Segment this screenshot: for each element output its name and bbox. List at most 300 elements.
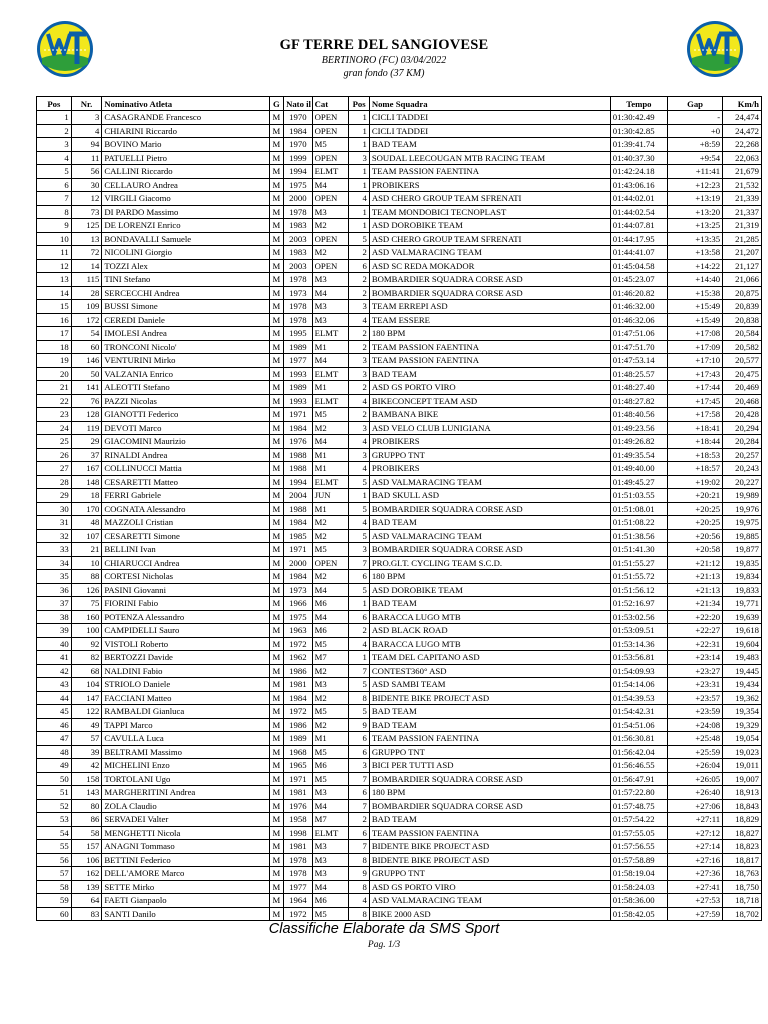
cell-nr: 125 xyxy=(71,219,102,233)
cell-pos: 6 xyxy=(37,178,72,192)
table-row xyxy=(37,556,762,570)
cell-speed: 19,007 xyxy=(723,772,762,786)
cell-category: M3 xyxy=(312,300,349,314)
cell-nr: 57 xyxy=(71,732,102,746)
cell-category: M5 xyxy=(312,907,349,921)
cell-born: 1989 xyxy=(284,340,313,354)
cell-time: 01:45:04.58 xyxy=(610,259,667,273)
cell-born: 2000 xyxy=(284,192,313,206)
cell-category: M5 xyxy=(312,543,349,557)
cell-time: 01:30:42.49 xyxy=(610,111,667,125)
cell-team: BAD TEAM xyxy=(369,597,610,611)
cell-pos: 7 xyxy=(37,192,72,206)
cell-team: ASD VALMARACING TEAM xyxy=(369,475,610,489)
cell-team: ASD BLACK ROAD xyxy=(369,624,610,638)
cell-gender: M xyxy=(269,516,283,530)
cell-nr: 39 xyxy=(71,745,102,759)
cell-gender: M xyxy=(269,435,283,449)
cell-time: 01:48:40.56 xyxy=(610,408,667,422)
cell-born: 1984 xyxy=(284,421,313,435)
table-row xyxy=(37,367,762,381)
cell-athlete: CESARETTI Simone xyxy=(102,529,269,543)
cell-pos: 34 xyxy=(37,556,72,570)
cell-cat-pos: 5 xyxy=(349,529,369,543)
cell-nr: 13 xyxy=(71,232,102,246)
cell-speed: 19,976 xyxy=(723,502,762,516)
cell-athlete: BOVINO Mario xyxy=(102,138,269,152)
cell-gender: M xyxy=(269,340,283,354)
cell-speed: 20,577 xyxy=(723,354,762,368)
cell-gender: M xyxy=(269,367,283,381)
cell-gap: +17:10 xyxy=(667,354,722,368)
cell-cat-pos: 3 xyxy=(349,421,369,435)
cell-born: 1970 xyxy=(284,138,313,152)
cell-category: ELMT xyxy=(312,367,349,381)
cell-born: 1966 xyxy=(284,597,313,611)
cell-athlete: BONDAVALLI Samuele xyxy=(102,232,269,246)
cell-gender: M xyxy=(269,543,283,557)
cell-athlete: CHIARINI Riccardo xyxy=(102,124,269,138)
cell-team: ASD DOROBIKE TEAM xyxy=(369,583,610,597)
cell-category: M4 xyxy=(312,880,349,894)
cell-cat-pos: 6 xyxy=(349,786,369,800)
cell-time: 01:51:08.22 xyxy=(610,516,667,530)
cell-team: BAD TEAM xyxy=(369,138,610,152)
cell-team: TEAM ERREPI ASD xyxy=(369,300,610,314)
cell-born: 1965 xyxy=(284,759,313,773)
cell-gap: +26:05 xyxy=(667,772,722,786)
cell-category: M2 xyxy=(312,570,349,584)
cell-pos: 51 xyxy=(37,786,72,800)
cell-athlete: ALEOTTI Stefano xyxy=(102,381,269,395)
cell-speed: 19,639 xyxy=(723,610,762,624)
table-row xyxy=(37,786,762,800)
cell-gap: +15:38 xyxy=(667,286,722,300)
cell-category: M4 xyxy=(312,354,349,368)
cell-speed: 18,823 xyxy=(723,840,762,854)
cell-gender: M xyxy=(269,111,283,125)
cell-nr: 172 xyxy=(71,313,102,327)
cell-gap: +25:59 xyxy=(667,745,722,759)
table-row xyxy=(37,840,762,854)
cell-gap: +27:36 xyxy=(667,867,722,881)
cell-time: 01:57:22.80 xyxy=(610,786,667,800)
cell-time: 01:54:39.53 xyxy=(610,691,667,705)
cell-born: 1981 xyxy=(284,840,313,854)
cell-speed: 20,838 xyxy=(723,313,762,327)
cell-category: M3 xyxy=(312,840,349,854)
cell-pos: 11 xyxy=(37,246,72,260)
cell-team: TEAM PASSION FAENTINA xyxy=(369,354,610,368)
cell-category: M5 xyxy=(312,772,349,786)
cell-cat-pos: 6 xyxy=(349,745,369,759)
cell-speed: 19,834 xyxy=(723,570,762,584)
cell-born: 1994 xyxy=(284,165,313,179)
cell-born: 1962 xyxy=(284,651,313,665)
cell-born: 1981 xyxy=(284,678,313,692)
col-header-cat-pos: Pos xyxy=(349,97,369,111)
cell-gender: M xyxy=(269,246,283,260)
cell-gap: +8:59 xyxy=(667,138,722,152)
cell-nr: 107 xyxy=(71,529,102,543)
cell-speed: 19,011 xyxy=(723,759,762,773)
cell-time: 01:56:42.04 xyxy=(610,745,667,759)
cell-pos: 13 xyxy=(37,273,72,287)
cell-nr: 37 xyxy=(71,448,102,462)
cell-athlete: SERCECCHI Andrea xyxy=(102,286,269,300)
cell-gender: M xyxy=(269,151,283,165)
cell-team: ASD VALMARACING TEAM xyxy=(369,246,610,260)
table-header-row xyxy=(37,97,762,111)
cell-speed: 22,268 xyxy=(723,138,762,152)
cell-gap: +27:53 xyxy=(667,894,722,908)
table-row xyxy=(37,111,762,125)
cell-cat-pos: 4 xyxy=(349,516,369,530)
cell-speed: 18,913 xyxy=(723,786,762,800)
cell-gender: M xyxy=(269,880,283,894)
cell-athlete: BUSSI Simone xyxy=(102,300,269,314)
cell-born: 1981 xyxy=(284,786,313,800)
cell-category: M2 xyxy=(312,246,349,260)
cell-speed: 19,835 xyxy=(723,556,762,570)
cell-category: M2 xyxy=(312,664,349,678)
cell-category: M5 xyxy=(312,408,349,422)
cell-speed: 21,207 xyxy=(723,246,762,260)
cell-pos: 22 xyxy=(37,394,72,408)
cell-born: 1972 xyxy=(284,907,313,921)
cell-team: BOMBARDIER SQUADRA CORSE ASD xyxy=(369,543,610,557)
cell-speed: 19,604 xyxy=(723,637,762,651)
cell-category: OPEN xyxy=(312,259,349,273)
cell-nr: 115 xyxy=(71,273,102,287)
cell-gender: M xyxy=(269,894,283,908)
cell-time: 01:44:17.95 xyxy=(610,232,667,246)
cell-gap: +27:16 xyxy=(667,853,722,867)
cell-speed: 20,257 xyxy=(723,448,762,462)
cell-athlete: VALZANIA Enrico xyxy=(102,367,269,381)
cell-nr: 109 xyxy=(71,300,102,314)
cell-team: CICLI TADDEI xyxy=(369,111,610,125)
cell-nr: 56 xyxy=(71,165,102,179)
cell-gap: +21:34 xyxy=(667,597,722,611)
cell-category: M3 xyxy=(312,867,349,881)
cell-speed: 21,339 xyxy=(723,192,762,206)
cell-pos: 23 xyxy=(37,408,72,422)
cell-time: 01:51:41.30 xyxy=(610,543,667,557)
cell-nr: 75 xyxy=(71,597,102,611)
cell-cat-pos: 6 xyxy=(349,732,369,746)
cell-cat-pos: 6 xyxy=(349,826,369,840)
cell-gap: +23:59 xyxy=(667,705,722,719)
cell-time: 01:51:55.72 xyxy=(610,570,667,584)
cell-speed: 20,294 xyxy=(723,421,762,435)
cell-cat-pos: 3 xyxy=(349,543,369,557)
cell-nr: 28 xyxy=(71,286,102,300)
cell-gap: +17:58 xyxy=(667,408,722,422)
cell-gender: M xyxy=(269,421,283,435)
cell-team: BAD TEAM xyxy=(369,516,610,530)
cell-athlete: SETTE Mirko xyxy=(102,880,269,894)
cell-team: BIKECONCEPT TEAM ASD xyxy=(369,394,610,408)
cell-team: ASD CHERO GROUP TEAM SFRENATI xyxy=(369,232,610,246)
cell-gender: M xyxy=(269,570,283,584)
cell-category: M5 xyxy=(312,138,349,152)
cell-time: 01:53:09.51 xyxy=(610,624,667,638)
cell-cat-pos: 8 xyxy=(349,907,369,921)
cell-pos: 10 xyxy=(37,232,72,246)
cell-speed: 20,584 xyxy=(723,327,762,341)
cell-nr: 50 xyxy=(71,367,102,381)
cell-nr: 167 xyxy=(71,462,102,476)
table-row xyxy=(37,246,762,260)
cell-pos: 59 xyxy=(37,894,72,908)
cell-cat-pos: 1 xyxy=(349,111,369,125)
cell-pos: 58 xyxy=(37,880,72,894)
cell-time: 01:47:53.14 xyxy=(610,354,667,368)
col-header-gap: Gap xyxy=(667,97,722,111)
cell-team: PROBIKERS xyxy=(369,178,610,192)
table-row xyxy=(37,448,762,462)
cell-cat-pos: 3 xyxy=(349,300,369,314)
cell-time: 01:56:46.55 xyxy=(610,759,667,773)
cell-time: 01:47:51.70 xyxy=(610,340,667,354)
cell-pos: 45 xyxy=(37,705,72,719)
table-row xyxy=(37,502,762,516)
table-row xyxy=(37,408,762,422)
table-row xyxy=(37,421,762,435)
cell-pos: 52 xyxy=(37,799,72,813)
cell-cat-pos: 8 xyxy=(349,691,369,705)
cell-team: BOMBARDIER SQUADRA CORSE ASD xyxy=(369,286,610,300)
table-row xyxy=(37,286,762,300)
cell-nr: 58 xyxy=(71,826,102,840)
cell-born: 1983 xyxy=(284,246,313,260)
cell-gap: +21:13 xyxy=(667,570,722,584)
cell-cat-pos: 2 xyxy=(349,273,369,287)
cell-nr: 160 xyxy=(71,610,102,624)
cell-time: 01:51:55.27 xyxy=(610,556,667,570)
cell-team: 180 BPM xyxy=(369,327,610,341)
cell-category: M6 xyxy=(312,759,349,773)
cell-athlete: COGNATA Alessandro xyxy=(102,502,269,516)
cell-team: PROBIKERS xyxy=(369,462,610,476)
cell-pos: 36 xyxy=(37,583,72,597)
cell-team: PRO.GI.T. CYCLING TEAM S.C.D. xyxy=(369,556,610,570)
cell-nr: 119 xyxy=(71,421,102,435)
cell-gap: +17:43 xyxy=(667,367,722,381)
cell-nr: 126 xyxy=(71,583,102,597)
cell-speed: 19,885 xyxy=(723,529,762,543)
cell-cat-pos: 2 xyxy=(349,340,369,354)
col-header-athlete: Nominativo Atleta xyxy=(102,97,269,111)
cell-cat-pos: 1 xyxy=(349,178,369,192)
cell-cat-pos: 2 xyxy=(349,381,369,395)
cell-team: GRUPPO TNT xyxy=(369,448,610,462)
table-row xyxy=(37,880,762,894)
cell-category: M2 xyxy=(312,516,349,530)
cell-pos: 9 xyxy=(37,219,72,233)
cell-born: 2000 xyxy=(284,556,313,570)
cell-gap: +27:59 xyxy=(667,907,722,921)
cell-athlete: CAMPIDELLI Sauro xyxy=(102,624,269,638)
cell-nr: 42 xyxy=(71,759,102,773)
cell-pos: 27 xyxy=(37,462,72,476)
cell-time: 01:48:27.40 xyxy=(610,381,667,395)
cell-athlete: RINALDI Andrea xyxy=(102,448,269,462)
cell-category: OPEN xyxy=(312,124,349,138)
cell-pos: 1 xyxy=(37,111,72,125)
cell-cat-pos: 5 xyxy=(349,678,369,692)
col-header-speed: Km/h xyxy=(723,97,762,111)
cell-born: 1983 xyxy=(284,219,313,233)
cell-speed: 20,243 xyxy=(723,462,762,476)
cell-speed: 20,284 xyxy=(723,435,762,449)
cell-born: 1978 xyxy=(284,273,313,287)
cell-born: 1984 xyxy=(284,124,313,138)
cell-athlete: SANTI Danilo xyxy=(102,907,269,921)
cell-cat-pos: 4 xyxy=(349,313,369,327)
cell-gap: - xyxy=(667,111,722,125)
table-row xyxy=(37,394,762,408)
table-row xyxy=(37,475,762,489)
cell-born: 1958 xyxy=(284,813,313,827)
cell-team: ASD GS PORTO VIRO xyxy=(369,880,610,894)
cell-gender: M xyxy=(269,232,283,246)
cell-cat-pos: 5 xyxy=(349,705,369,719)
cell-nr: 64 xyxy=(71,894,102,908)
cell-athlete: CASAGRANDE Francesco xyxy=(102,111,269,125)
cell-cat-pos: 7 xyxy=(349,799,369,813)
cell-category: M4 xyxy=(312,610,349,624)
cell-gender: M xyxy=(269,799,283,813)
cell-time: 01:49:26.82 xyxy=(610,435,667,449)
cell-pos: 2 xyxy=(37,124,72,138)
cell-nr: 143 xyxy=(71,786,102,800)
cell-gender: M xyxy=(269,502,283,516)
cell-nr: 12 xyxy=(71,192,102,206)
cell-time: 01:42:24.18 xyxy=(610,165,667,179)
cell-gap: +27:06 xyxy=(667,799,722,813)
cell-time: 01:58:24.03 xyxy=(610,880,667,894)
cell-gender: M xyxy=(269,381,283,395)
cell-gender: M xyxy=(269,354,283,368)
cell-nr: 106 xyxy=(71,853,102,867)
cell-pos: 21 xyxy=(37,381,72,395)
page-number: Pag. 1/3 xyxy=(367,940,401,950)
cell-gap: +15:49 xyxy=(667,313,722,327)
cell-born: 1993 xyxy=(284,394,313,408)
cell-category: ELMT xyxy=(312,394,349,408)
cell-gap: +13:35 xyxy=(667,232,722,246)
cell-team: ASD CHERO GROUP TEAM SFRENATI xyxy=(369,192,610,206)
cell-gender: M xyxy=(269,408,283,422)
cell-nr: 72 xyxy=(71,246,102,260)
cell-gap: +21:13 xyxy=(667,583,722,597)
cell-speed: 19,023 xyxy=(723,745,762,759)
cell-nr: 54 xyxy=(71,327,102,341)
cell-gap: +17:09 xyxy=(667,340,722,354)
cell-team: BAD TEAM xyxy=(369,705,610,719)
cell-gap: +25:48 xyxy=(667,732,722,746)
cell-gender: M xyxy=(269,219,283,233)
cell-gender: M xyxy=(269,745,283,759)
cell-athlete: NALDINI Fabio xyxy=(102,664,269,678)
cell-pos: 26 xyxy=(37,448,72,462)
cell-team: BAD TEAM xyxy=(369,813,610,827)
cell-cat-pos: 4 xyxy=(349,394,369,408)
cell-team: BAMBANA BIKE xyxy=(369,408,610,422)
cell-category: ELMT xyxy=(312,475,349,489)
cell-nr: 82 xyxy=(71,651,102,665)
cell-time: 01:54:51.06 xyxy=(610,718,667,732)
race-type: gran fondo (37 KM) xyxy=(343,68,425,79)
cell-cat-pos: 8 xyxy=(349,880,369,894)
cell-nr: 80 xyxy=(71,799,102,813)
cell-team: ASD VALMARACING TEAM xyxy=(369,894,610,908)
cell-cat-pos: 4 xyxy=(349,894,369,908)
cell-cat-pos: 2 xyxy=(349,246,369,260)
cell-gap: +27:14 xyxy=(667,840,722,854)
cell-gender: M xyxy=(269,840,283,854)
cell-category: M4 xyxy=(312,435,349,449)
cell-pos: 32 xyxy=(37,529,72,543)
cell-time: 01:39:41.74 xyxy=(610,138,667,152)
table-row xyxy=(37,232,762,246)
cell-gender: M xyxy=(269,826,283,840)
cell-speed: 19,618 xyxy=(723,624,762,638)
cell-nr: 104 xyxy=(71,678,102,692)
cell-cat-pos: 9 xyxy=(349,867,369,881)
cell-category: M3 xyxy=(312,273,349,287)
cell-speed: 18,763 xyxy=(723,867,762,881)
cell-cat-pos: 4 xyxy=(349,192,369,206)
cell-gap: +23:14 xyxy=(667,651,722,665)
cell-pos: 12 xyxy=(37,259,72,273)
cell-category: M7 xyxy=(312,813,349,827)
cell-athlete: ANAGNI Tommaso xyxy=(102,840,269,854)
cell-born: 2003 xyxy=(284,259,313,273)
cell-time: 01:48:27.82 xyxy=(610,394,667,408)
cell-cat-pos: 5 xyxy=(349,502,369,516)
cell-speed: 19,445 xyxy=(723,664,762,678)
cell-speed: 24,474 xyxy=(723,111,762,125)
cell-nr: 147 xyxy=(71,691,102,705)
cell-category: M6 xyxy=(312,597,349,611)
cell-gender: M xyxy=(269,759,283,773)
cell-gender: M xyxy=(269,678,283,692)
cell-athlete: VIRGILI Giacomo xyxy=(102,192,269,206)
cell-athlete: FIORINI Fabio xyxy=(102,597,269,611)
cell-gap: +27:11 xyxy=(667,813,722,827)
cell-cat-pos: 1 xyxy=(349,138,369,152)
cell-pos: 41 xyxy=(37,651,72,665)
cell-born: 1968 xyxy=(284,745,313,759)
cell-gender: M xyxy=(269,448,283,462)
cell-time: 01:53:56.81 xyxy=(610,651,667,665)
cell-category: OPEN xyxy=(312,151,349,165)
cell-pos: 38 xyxy=(37,610,72,624)
cell-category: M1 xyxy=(312,462,349,476)
cell-team: ASD VALMARACING TEAM xyxy=(369,529,610,543)
col-header-team: Nome Squadra xyxy=(369,97,610,111)
cell-nr: 139 xyxy=(71,880,102,894)
cell-gap: +27:12 xyxy=(667,826,722,840)
cell-speed: 18,750 xyxy=(723,880,762,894)
cell-nr: 122 xyxy=(71,705,102,719)
cell-born: 1998 xyxy=(284,826,313,840)
cell-nr: 148 xyxy=(71,475,102,489)
cell-athlete: CAVULLA Luca xyxy=(102,732,269,746)
